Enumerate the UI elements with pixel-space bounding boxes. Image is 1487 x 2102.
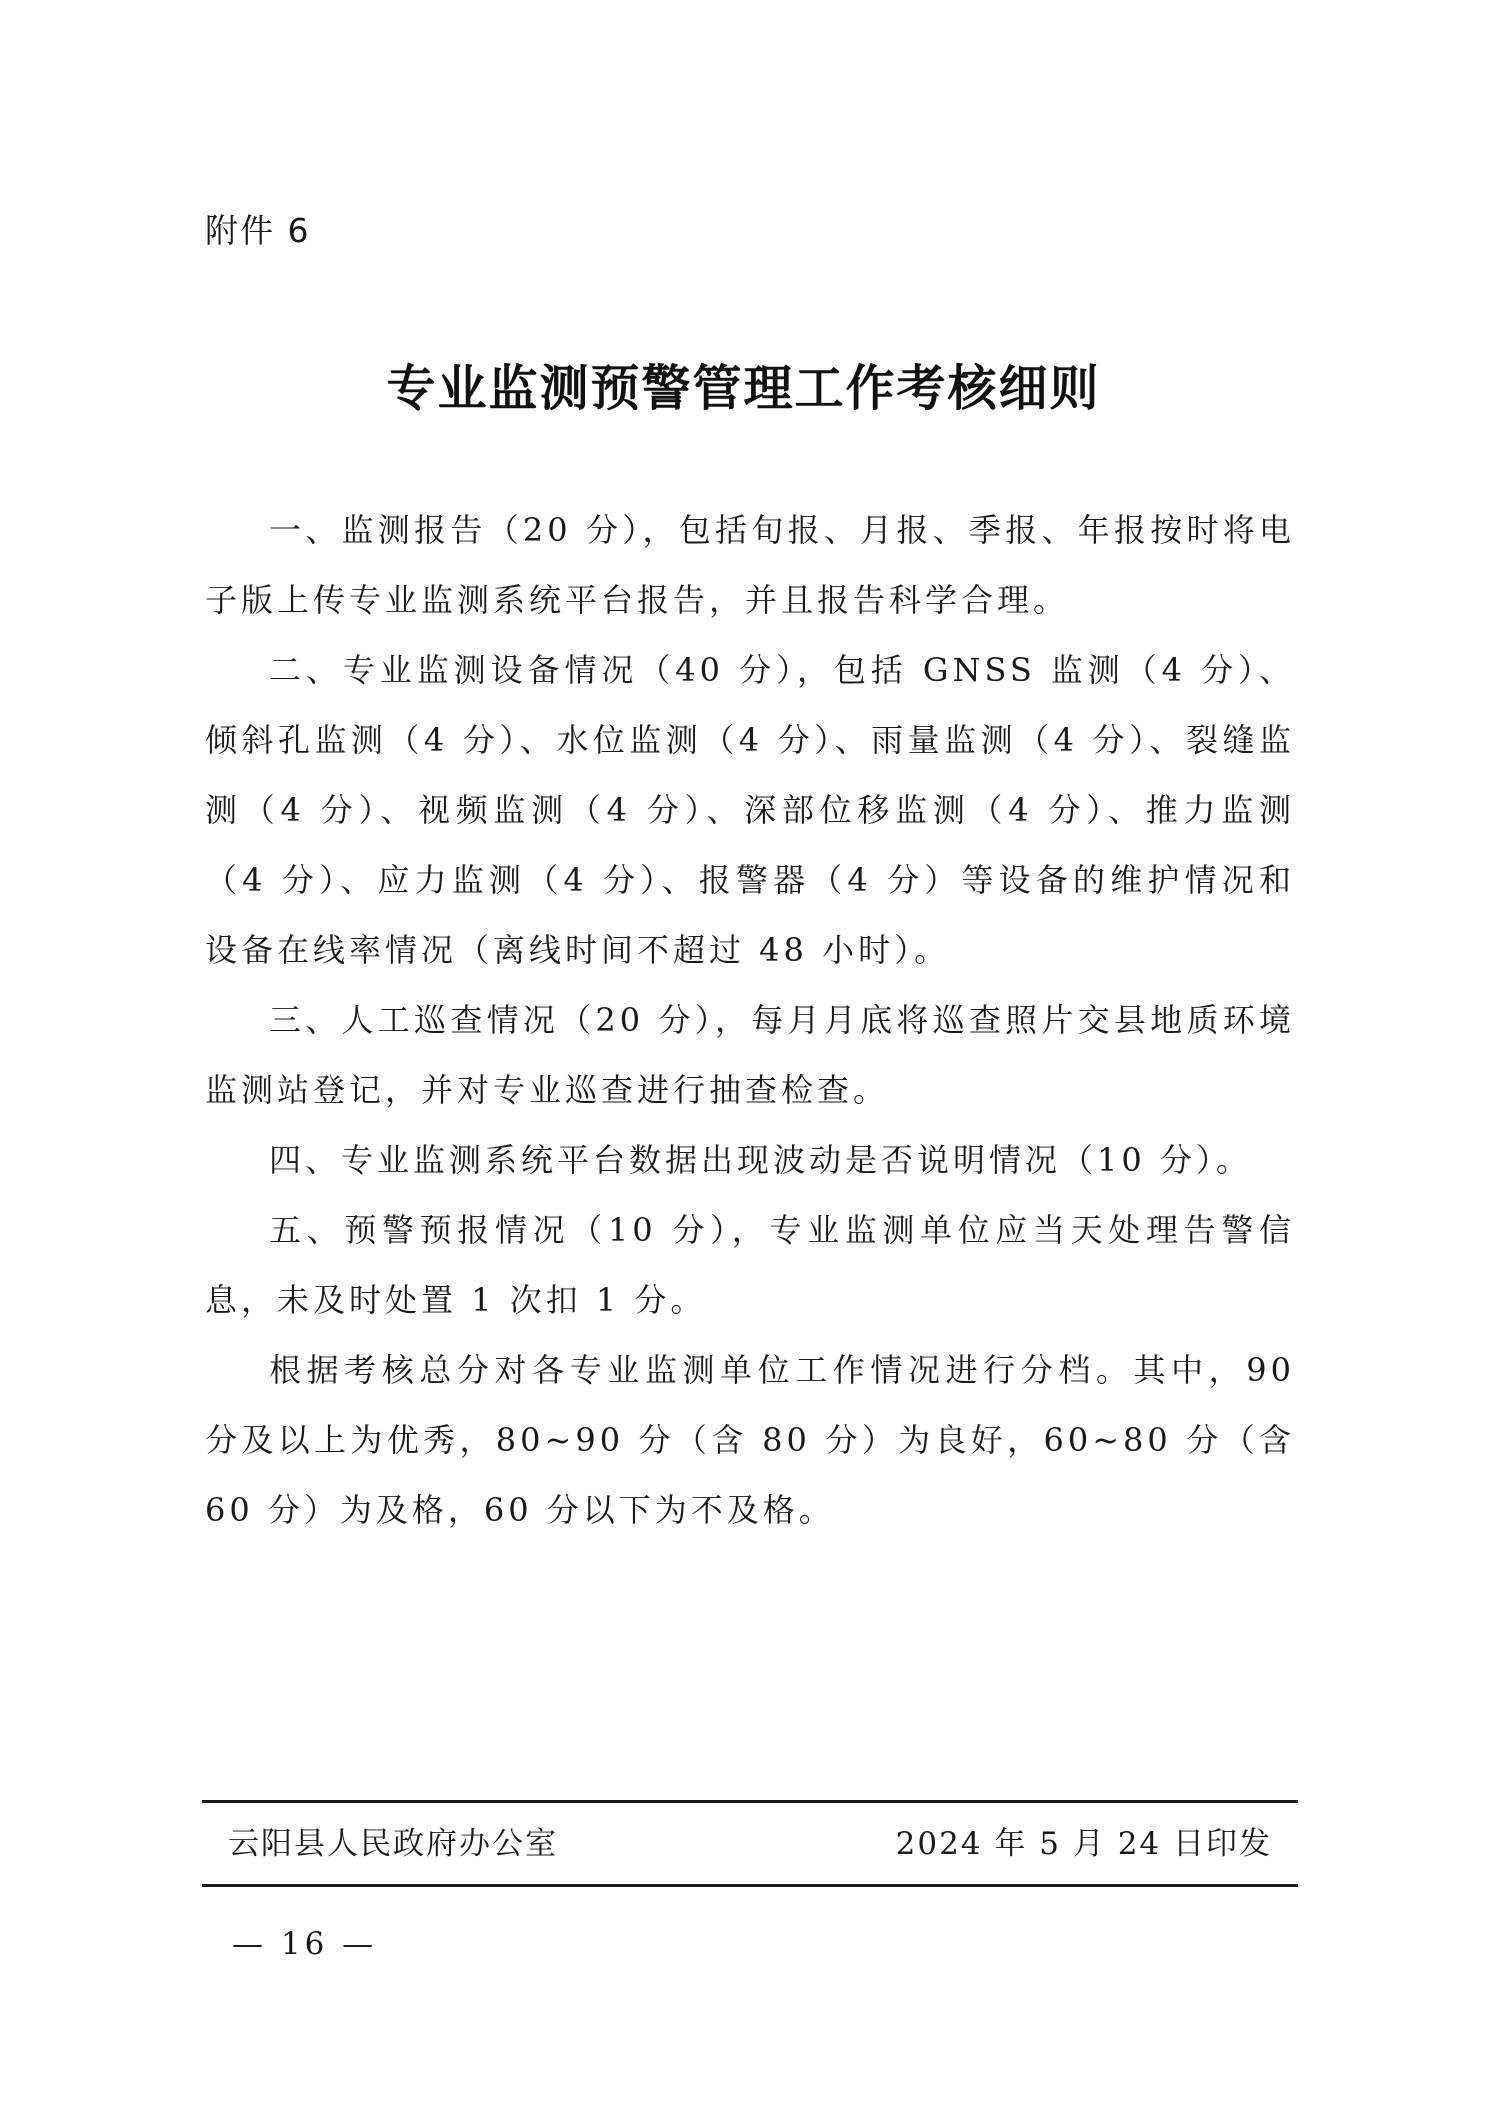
footer-row bbox=[202, 1818, 1298, 1863]
document-title: 专业监测预警管理工作考核细则 bbox=[386, 360, 1101, 417]
paragraph-grading: 根据考核总分对各专业监测单位工作情况进行分档。其中，90 分及以上为优秀，80~90 分（含 80 分）为良好，60~80 分（含 60 分）为及格，60 分以下为不及格。 bbox=[205, 1351, 1295, 1529]
footer-issue-date: 2024 年 5 月 24 日印发 bbox=[895, 1826, 1272, 1862]
footer-rule-bottom bbox=[202, 1884, 1298, 1887]
attachment-label: 附件 6 bbox=[205, 211, 311, 250]
paragraph-early-warning: 五、预警预报情况（10 分），专业监测单位应当天处理告警信息，未及时处置 1 次扣 1 分。 bbox=[205, 1211, 1295, 1319]
document-body bbox=[205, 495, 1295, 1545]
paragraph-equipment: 二、专业监测设备情况（40 分），包括 GNSS 监测（4 分）、倾斜孔监测（4 分）、水位监测（4 分）、雨量监测（4 分）、裂缝监测（4 分）、视频监测（4 分）、深部位移监测（4 分）、推力监测（4 分）、应力监测（4 分）、报警器（4 分）等设备的维护情况和设备在线率情况（离线时间不超过 48 小时）。 bbox=[205, 651, 1295, 969]
paragraph-manual-inspection: 三、人工巡查情况（20 分），每月月底将巡查照片交县地质环境监测站登记，并对专业巡查进行抽查检查。 bbox=[205, 1001, 1295, 1109]
paragraph-data-fluctuation: 四、专业监测系统平台数据出现波动是否说明情况（10 分）。 bbox=[269, 1141, 1252, 1179]
paragraph-monitoring-report: 一、监测报告（20 分），包括旬报、月报、季报、年报按时将电子版上传专业监测系统平台报告，并且报告科学合理。 bbox=[205, 511, 1295, 619]
footer-issuer: 云阳县人民政府办公室 bbox=[228, 1826, 558, 1862]
footer-rule-top bbox=[202, 1800, 1298, 1803]
page-number: — 16 — bbox=[232, 1926, 378, 1962]
